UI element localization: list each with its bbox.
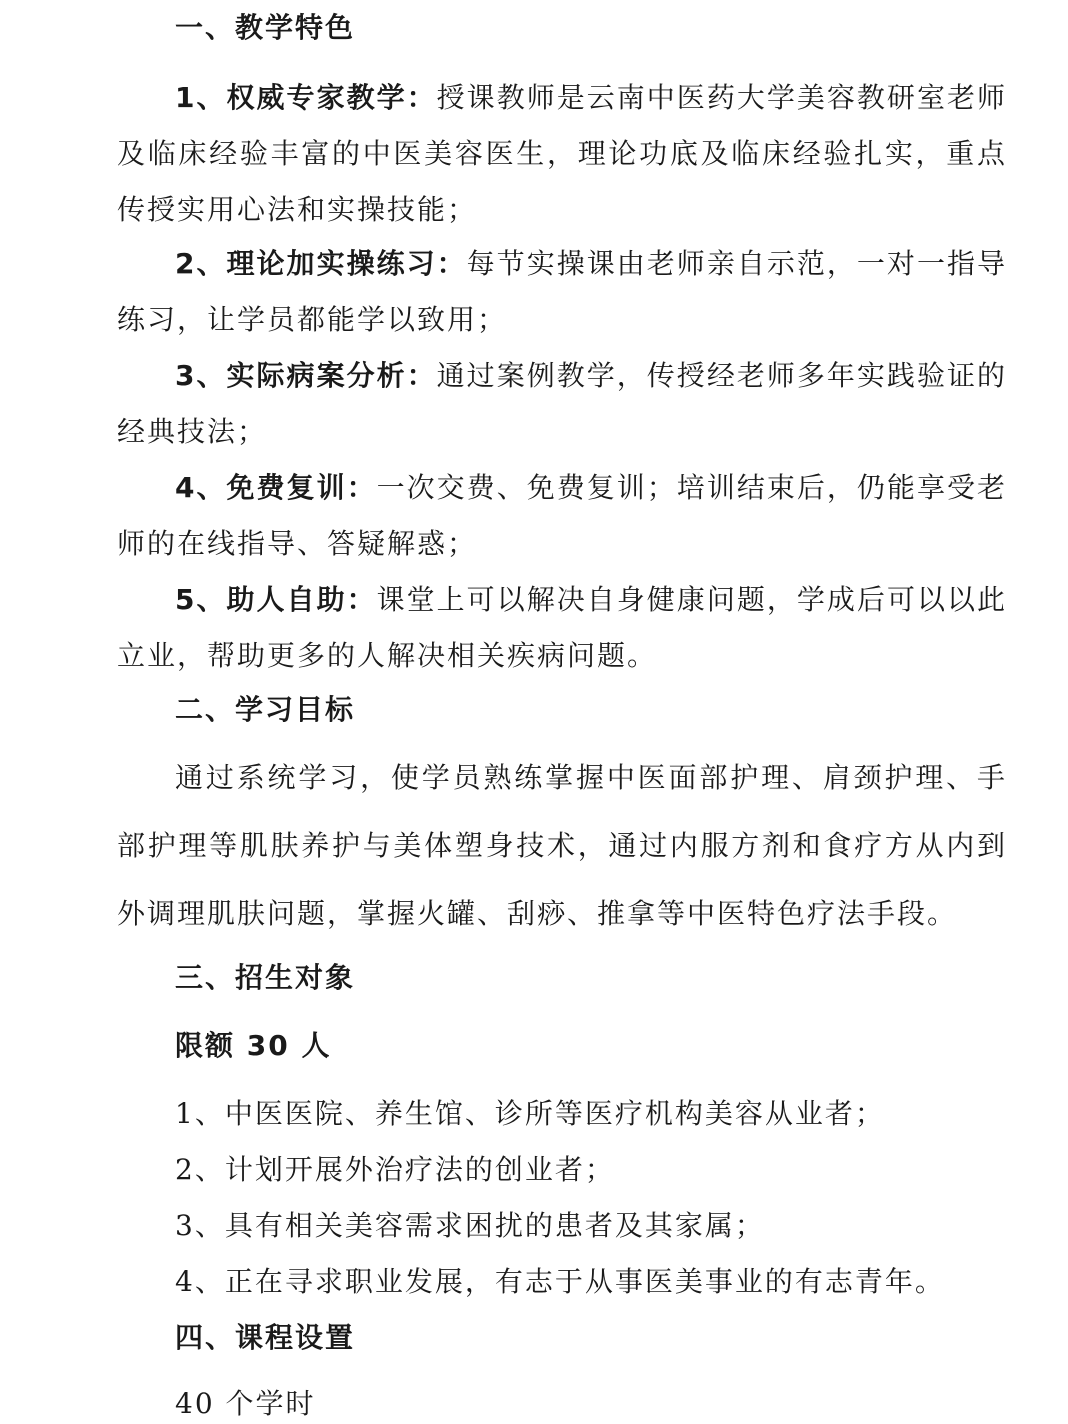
section-heading-enrollment: 三、招生对象	[175, 961, 356, 994]
feature-item-1-lead: 1、权威专家教学：	[175, 81, 437, 114]
feature-item-3-lead: 3、实际病案分析：	[175, 359, 437, 392]
feature-item-2-lead: 2、理论加实操练习：	[175, 247, 467, 280]
enrollment-item-2: 2、计划开展外治疗法的创业者；	[175, 1153, 615, 1186]
feature-item-3-text: 通过案例教学，传授经老师多年实践验证的经典技法；	[117, 359, 1007, 448]
enrollment-item-1: 1、中医医院、养生馆、诊所等医疗机构美容从业者；	[175, 1097, 885, 1130]
feature-item-3	[117, 348, 1007, 460]
feature-item-2-text: 每节实操课由老师亲自示范，一对一指导练习，让学员都能学以致用；	[117, 247, 1007, 336]
enrollment-quota: 限额 30 人	[175, 1029, 332, 1062]
learning-goals-paragraph: 通过系统学习，使学员熟练掌握中医面部护理、肩颈护理、手部护理等肌肤养护与美体塑身技术，通过内服方剂和食疗方从内到外调理肌肤问题，掌握火罐、刮痧、推拿等中医特色疗法手段。	[117, 761, 1007, 930]
feature-item-2	[117, 236, 1007, 348]
section-heading-learning-goals: 二、学习目标	[175, 693, 356, 726]
feature-item-5	[117, 572, 1007, 684]
section-heading-curriculum: 四、课程设置	[175, 1321, 356, 1354]
enrollment-item-4: 4、正在寻求职业发展，有志于从事医美事业的有志青年。	[175, 1265, 945, 1298]
section-heading-teaching-features: 一、教学特色	[175, 11, 356, 44]
feature-item-5-text: 课堂上可以解决自身健康问题，学成后可以以此立业，帮助更多的人解决相关疾病问题。	[117, 583, 1007, 672]
feature-item-4-lead: 4、免费复训：	[175, 471, 377, 504]
feature-item-4	[117, 460, 1007, 572]
feature-item-1	[117, 70, 1007, 238]
course-hours: 40 个学时	[175, 1387, 316, 1420]
feature-item-5-lead: 5、助人自助：	[175, 583, 377, 616]
enrollment-item-3: 3、具有相关美容需求困扰的患者及其家属；	[175, 1209, 765, 1242]
feature-item-4-text: 一次交费、免费复训；培训结束后，仍能享受老师的在线指导、答疑解惑；	[117, 471, 1007, 560]
feature-item-1-text: 授课教师是云南中医药大学美容教研室老师及临床经验丰富的中医美容医生，理论功底及临床经验扎实，重点传授实用心法和实操技能；	[117, 81, 1007, 226]
